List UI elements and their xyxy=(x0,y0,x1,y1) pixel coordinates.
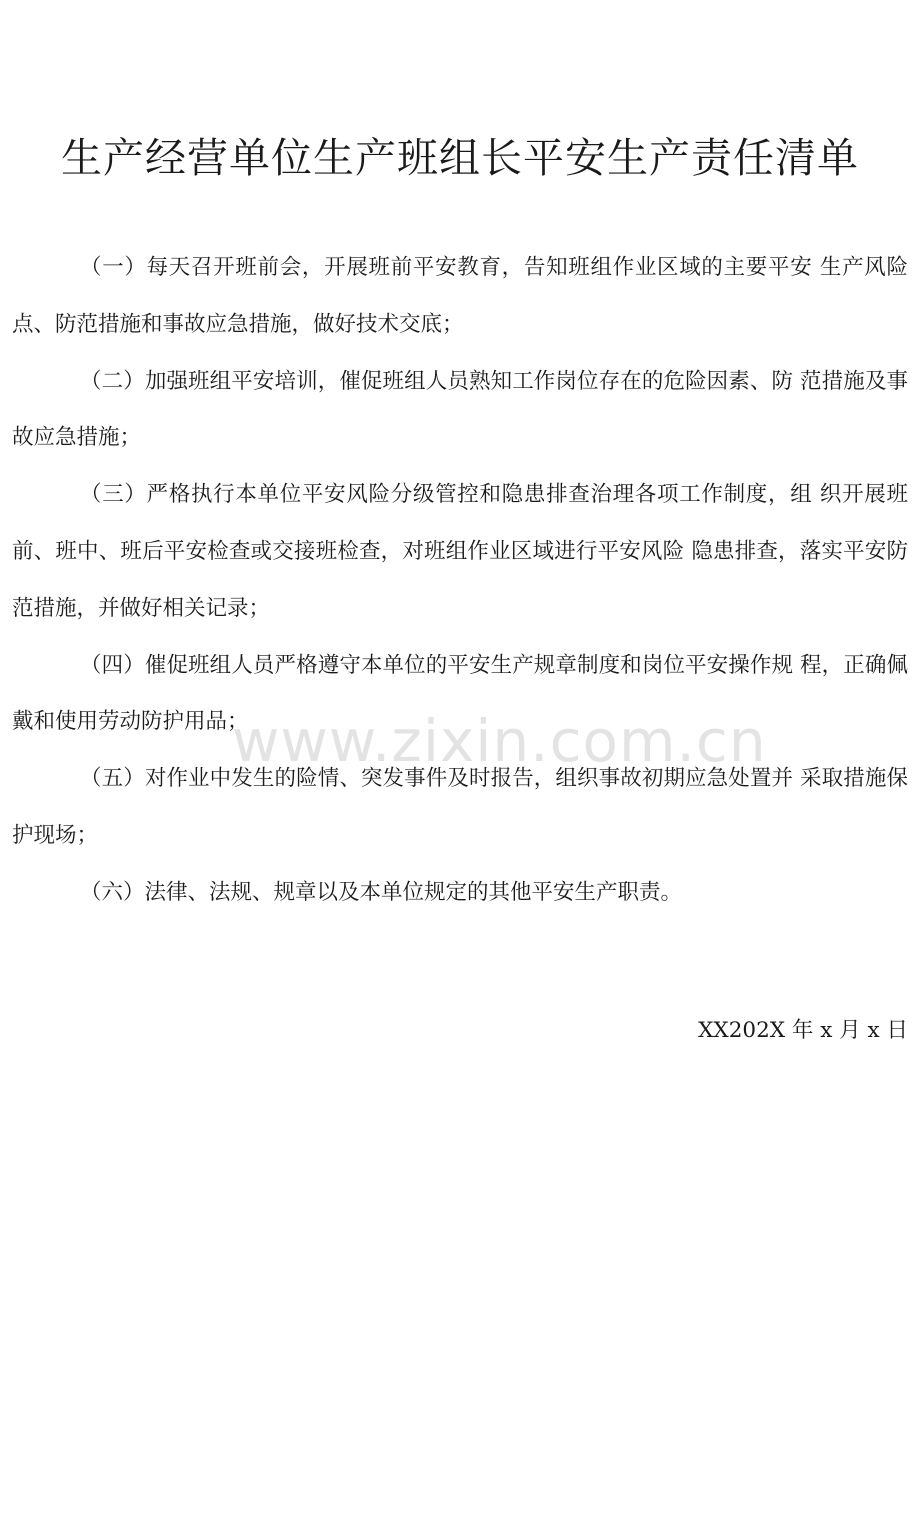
document-title: 生产经营单位生产班组长平安生产责任清单 xyxy=(61,134,859,182)
paragraph-item-4: （四）催促班组人员严格遵守本单位的平安生产规章制度和岗位平安操作规 程，正确佩戴和使用劳动防护用品； xyxy=(12,652,908,735)
date-line: XX202X 年 x 月 x 日 xyxy=(698,1018,908,1043)
paragraph-item-2: （二）加强班组平安培训，催促班组人员熟知工作岗位存在的危险因素、防 范措施及事故应急措施； xyxy=(12,368,908,451)
paragraph-item-3: （三）严格执行本单位平安风险分级管控和隐患排查治理各项工作制度，组 织开展班前、班中、班后平安检查或交接班检查，对班组作业区域进行平安风险 隐患排查，落实平安防范措施，并做好相关记录； xyxy=(12,482,908,621)
paragraph-item-6: （六）法律、法规、规章以及本单位规定的其他平安生产职责。 xyxy=(80,879,683,905)
paragraph-item-5: （五）对作业中发生的险情、突发事件及时报告，组织事故初期应急处置并 采取措施保护现场； xyxy=(12,766,908,848)
document-body xyxy=(12,240,908,922)
watermark-text: www.zixin.com.cn xyxy=(232,707,767,775)
paragraph-item-1: （一）每天召开班前会，开展班前平安教育，告知班组作业区域的主要平安 生产风险点、防范措施和事故应急措施，做好技术交底； xyxy=(12,255,908,337)
